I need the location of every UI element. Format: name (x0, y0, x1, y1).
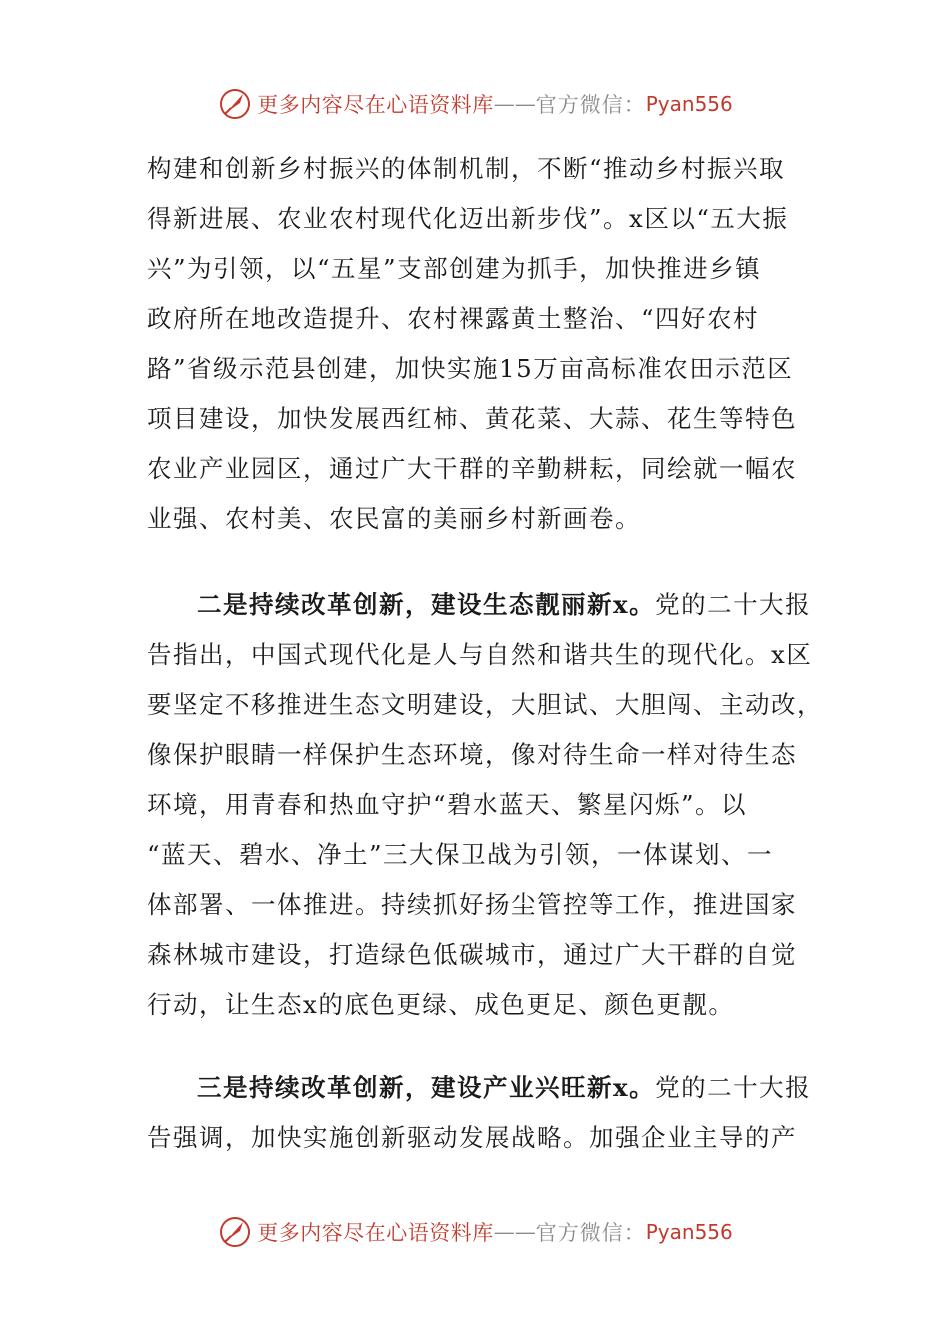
paragraph-lead: 二是持续改革创新，建设生态靓丽新x。 (197, 590, 656, 619)
text-line: 森林城市建设，打造绿色低碳城市，通过广大干群的自觉 (147, 940, 797, 969)
text-line: 行动，让生态x的底色更绿、成色更足、颜色更靓。 (147, 990, 735, 1019)
paragraph-first-line (147, 1063, 812, 1113)
paragraph-2 (147, 580, 823, 1030)
text-line: 路”省级示范县创建，加快实施15万亩高标准农田示范区 (147, 354, 794, 383)
text-line: 像保护眼睛一样保护生态环境，像对待生命一样对待生态 (147, 740, 797, 769)
text-line: 兴”为引领，以“五星”支部创建为抓手，加快推进乡镇 (147, 254, 762, 283)
paragraph-3 (147, 1063, 812, 1163)
text-line: 告指出，中国式现代化是人与自然和谐共生的现代化。x区 (147, 640, 813, 669)
banner-wechat-id: Pyan556 (645, 92, 733, 116)
banner-brand: 更多内容尽在心语资料库 (257, 93, 494, 117)
paragraph-first-rest: 党的二十大报 (655, 590, 812, 619)
text-line: 得新进展、农业农村现代化迈出新步伐”。x区以“五大振 (147, 204, 789, 233)
text-line: 环境，用青春和热血守护“碧水蓝天、繁星闪烁”。以 (147, 790, 748, 819)
banner-brand: 更多内容尽在心语资料库 (257, 1221, 494, 1245)
paragraph-lead: 三是持续改革创新，建设产业兴旺新x。 (197, 1073, 656, 1102)
banner-dash: —— (493, 92, 536, 116)
text-line: “蓝天、碧水、净土”三大保卫战为引领，一体谋划、一 (147, 840, 774, 869)
banner-wechat-label: 官方微信： (535, 93, 646, 117)
banner-wechat-label: 官方微信： (535, 1221, 646, 1245)
footer-banner (0, 1212, 950, 1252)
banner-dash: —— (493, 1220, 536, 1244)
text-line: 体部署、一体推进。持续抓好扬尘管控等工作，推进国家 (147, 890, 797, 919)
text-line: 业强、农村美、农民富的美丽乡村新画卷。 (147, 504, 641, 533)
text-line: 告强调，加快实施创新驱动发展战略。加强企业主导的产 (147, 1123, 797, 1152)
text-line: 构建和创新乡村振兴的体制机制，不断“推动乡村振兴取 (147, 154, 786, 183)
banner-wechat-id: Pyan556 (645, 1220, 733, 1244)
text-line: 农业产业园区，通过广大干群的辛勤耕耘，同绘就一幅农 (147, 454, 797, 483)
paragraph-first-rest: 党的二十大报 (655, 1073, 812, 1102)
quill-logo-icon (217, 1214, 253, 1250)
text-line: 项目建设，加快发展西红柿、黄花菜、大蒜、花生等特色 (147, 404, 797, 433)
paragraph-first-line (147, 580, 812, 630)
text-line: 要坚定不移推进生态文明建设，大胆试、大胆闯、主动改， (147, 690, 823, 719)
paragraph-1 (147, 144, 807, 544)
quill-logo-icon (217, 86, 253, 122)
text-line: 政府所在地改造提升、农村裸露黄土整治、“四好农村 (147, 304, 760, 333)
header-banner (0, 84, 950, 124)
